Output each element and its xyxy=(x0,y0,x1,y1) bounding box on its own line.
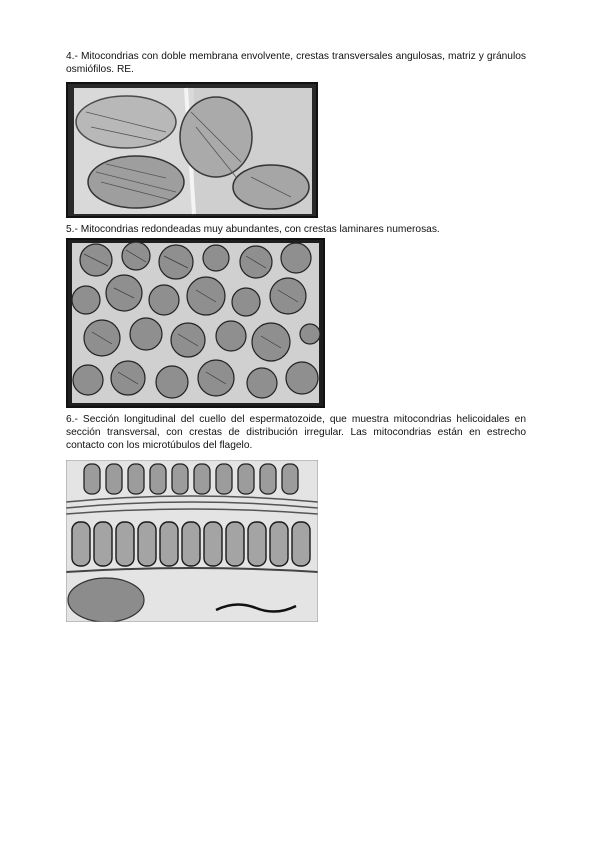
caption-5-text: Mitocondrias redondeadas muy abundantes, con crestas laminares numerosas. xyxy=(80,224,440,235)
caption-4-text: Mitocondrias con doble membrana envolvente, crestas transversales angulosas, matriz y gránulos osmiófilos. RE. xyxy=(66,51,526,75)
caption-6 xyxy=(66,413,526,452)
caption-6-number: 6.- xyxy=(66,414,78,425)
micrograph-4 xyxy=(66,82,318,218)
caption-5 xyxy=(66,223,526,236)
micrograph-5 xyxy=(66,238,325,408)
caption-6-text: Sección longitudinal del cuello del espermatozoide, que muestra mitocondrias helicoidales en sección transversal, con crestas de distribución irregular. Las mitocondrias están en estrecho contacto con los microtúbulos del flagelo. xyxy=(66,414,526,451)
caption-4 xyxy=(66,50,526,76)
caption-5-number: 5.- xyxy=(66,224,78,235)
micrograph-6 xyxy=(66,460,318,622)
caption-4-number: 4.- xyxy=(66,51,78,62)
